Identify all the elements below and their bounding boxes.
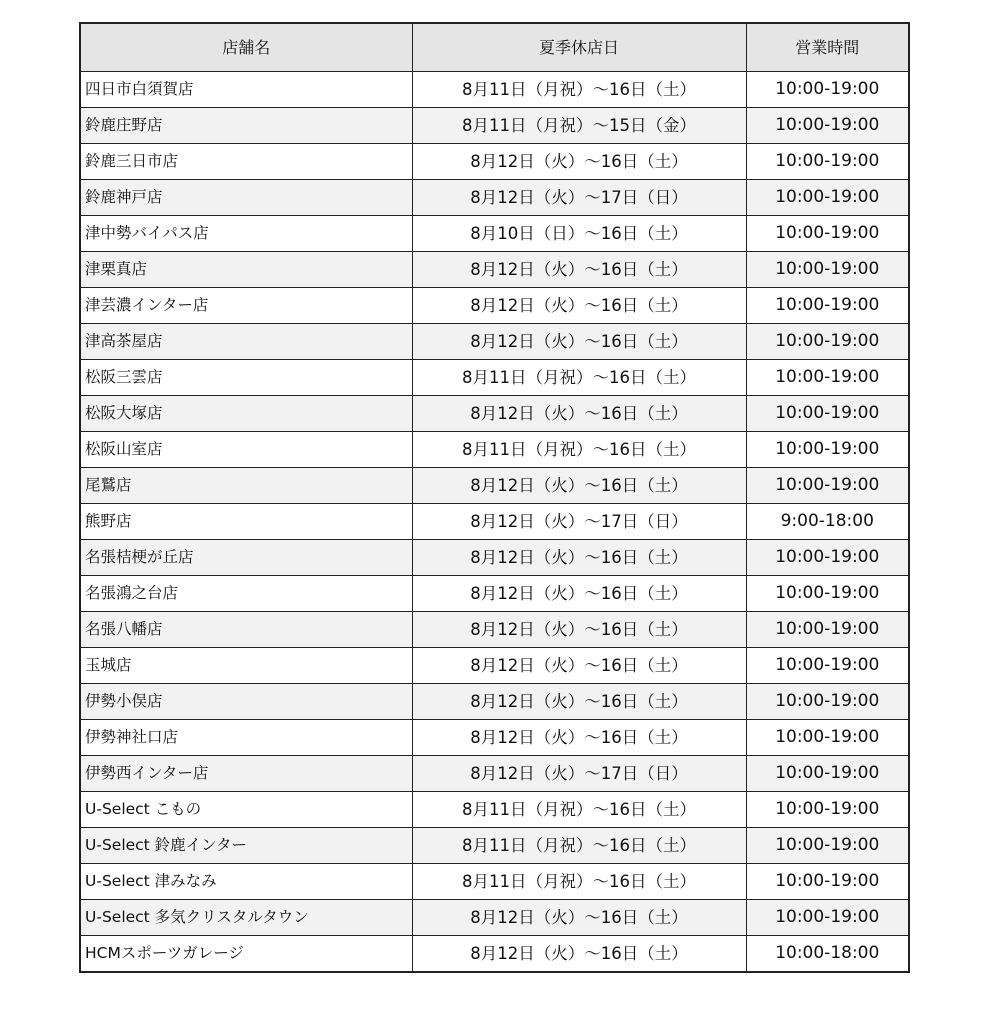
- holiday-cell: 8月12日（火）～16日（土）: [412, 684, 746, 720]
- store-name-cell: U-Select 鈴鹿インター: [80, 828, 412, 864]
- table-row: [80, 324, 909, 360]
- holiday-cell: 8月11日（月祝）～16日（土）: [412, 432, 746, 468]
- store-name-cell: 玉城店: [80, 648, 412, 684]
- store-name-cell: 熊野店: [80, 504, 412, 540]
- store-name-cell: 鈴鹿庄野店: [80, 108, 412, 144]
- holiday-cell: 8月12日（火）～16日（土）: [412, 648, 746, 684]
- store-holiday-table: [79, 22, 910, 973]
- hours-cell: 10:00-19:00: [746, 216, 909, 252]
- store-name-cell: 松阪山室店: [80, 432, 412, 468]
- table-row: [80, 288, 909, 324]
- store-name-cell: U-Select こもの: [80, 792, 412, 828]
- hours-cell: 10:00-19:00: [746, 432, 909, 468]
- table-row: [80, 648, 909, 684]
- hours-cell: 10:00-19:00: [746, 468, 909, 504]
- holiday-cell: 8月12日（火）～16日（土）: [412, 900, 746, 936]
- table-row: [80, 144, 909, 180]
- holiday-cell: 8月12日（火）～16日（土）: [412, 288, 746, 324]
- table-row: [80, 900, 909, 936]
- store-holiday-sheet: [79, 22, 910, 973]
- store-name-cell: 伊勢神社口店: [80, 720, 412, 756]
- hours-cell: 10:00-18:00: [746, 936, 909, 973]
- hours-cell: 10:00-19:00: [746, 288, 909, 324]
- store-name-cell: 名張鴻之台店: [80, 576, 412, 612]
- table-header-row: [80, 23, 909, 72]
- hours-cell: 10:00-19:00: [746, 360, 909, 396]
- holiday-cell: 8月12日（火）～16日（土）: [412, 540, 746, 576]
- table-row: [80, 864, 909, 900]
- holiday-cell: 8月12日（火）～16日（土）: [412, 396, 746, 432]
- store-name-cell: 津芸濃インター店: [80, 288, 412, 324]
- holiday-cell: 8月11日（月祝）～16日（土）: [412, 792, 746, 828]
- table-row: [80, 756, 909, 792]
- store-name-cell: 松阪大塚店: [80, 396, 412, 432]
- table-row: [80, 252, 909, 288]
- holiday-cell: 8月11日（月祝）～15日（金）: [412, 108, 746, 144]
- hours-cell: 10:00-19:00: [746, 576, 909, 612]
- store-name-cell: 津栗真店: [80, 252, 412, 288]
- hours-cell: 10:00-19:00: [746, 540, 909, 576]
- store-name-cell: 名張桔梗が丘店: [80, 540, 412, 576]
- holiday-cell: 8月12日（火）～16日（土）: [412, 252, 746, 288]
- header-business-hours: 営業時間: [746, 23, 909, 72]
- table-row: [80, 720, 909, 756]
- hours-cell: 9:00-18:00: [746, 504, 909, 540]
- table-row: [80, 612, 909, 648]
- table-row: [80, 72, 909, 108]
- table-row: [80, 108, 909, 144]
- hours-cell: 10:00-19:00: [746, 648, 909, 684]
- store-name-cell: HCMスポーツガレージ: [80, 936, 412, 973]
- hours-cell: 10:00-19:00: [746, 720, 909, 756]
- holiday-cell: 8月12日（火）～17日（日）: [412, 180, 746, 216]
- hours-cell: 10:00-19:00: [746, 828, 909, 864]
- hours-cell: 10:00-19:00: [746, 684, 909, 720]
- table-row: [80, 792, 909, 828]
- store-name-cell: 伊勢西インター店: [80, 756, 412, 792]
- store-name-cell: 松阪三雲店: [80, 360, 412, 396]
- store-name-cell: 鈴鹿三日市店: [80, 144, 412, 180]
- holiday-cell: 8月12日（火）～16日（土）: [412, 720, 746, 756]
- holiday-cell: 8月11日（月祝）～16日（土）: [412, 828, 746, 864]
- holiday-cell: 8月12日（火）～16日（土）: [412, 936, 746, 973]
- table-row: [80, 684, 909, 720]
- holiday-cell: 8月11日（月祝）～16日（土）: [412, 864, 746, 900]
- hours-cell: 10:00-19:00: [746, 792, 909, 828]
- store-name-cell: 津中勢バイパス店: [80, 216, 412, 252]
- hours-cell: 10:00-19:00: [746, 864, 909, 900]
- holiday-cell: 8月12日（火）～16日（土）: [412, 612, 746, 648]
- table-row: [80, 576, 909, 612]
- table-row: [80, 360, 909, 396]
- table-row: [80, 828, 909, 864]
- table-row: [80, 468, 909, 504]
- hours-cell: 10:00-19:00: [746, 324, 909, 360]
- table-row: [80, 396, 909, 432]
- hours-cell: 10:00-19:00: [746, 144, 909, 180]
- table-row: [80, 540, 909, 576]
- holiday-cell: 8月12日（火）～16日（土）: [412, 576, 746, 612]
- hours-cell: 10:00-19:00: [746, 252, 909, 288]
- table-row: [80, 432, 909, 468]
- header-summer-holiday: 夏季休店日: [412, 23, 746, 72]
- hours-cell: 10:00-19:00: [746, 180, 909, 216]
- hours-cell: 10:00-19:00: [746, 900, 909, 936]
- holiday-cell: 8月10日（日）～16日（土）: [412, 216, 746, 252]
- store-name-cell: 津高茶屋店: [80, 324, 412, 360]
- table-row: [80, 504, 909, 540]
- holiday-cell: 8月12日（火）～16日（土）: [412, 324, 746, 360]
- holiday-cell: 8月11日（月祝）～16日（土）: [412, 72, 746, 108]
- hours-cell: 10:00-19:00: [746, 612, 909, 648]
- store-name-cell: U-Select 津みなみ: [80, 864, 412, 900]
- holiday-cell: 8月12日（火）～16日（土）: [412, 144, 746, 180]
- store-name-cell: 尾鷲店: [80, 468, 412, 504]
- header-store-name: 店舗名: [80, 23, 412, 72]
- hours-cell: 10:00-19:00: [746, 756, 909, 792]
- hours-cell: 10:00-19:00: [746, 72, 909, 108]
- hours-cell: 10:00-19:00: [746, 108, 909, 144]
- store-name-cell: 四日市白須賀店: [80, 72, 412, 108]
- holiday-cell: 8月12日（火）～17日（日）: [412, 504, 746, 540]
- table-row: [80, 936, 909, 973]
- holiday-cell: 8月12日（火）～16日（土）: [412, 468, 746, 504]
- store-name-cell: U-Select 多気クリスタルタウン: [80, 900, 412, 936]
- table-row: [80, 180, 909, 216]
- table-row: [80, 216, 909, 252]
- store-name-cell: 伊勢小俣店: [80, 684, 412, 720]
- holiday-cell: 8月11日（月祝）～16日（土）: [412, 360, 746, 396]
- hours-cell: 10:00-19:00: [746, 396, 909, 432]
- store-name-cell: 名張八幡店: [80, 612, 412, 648]
- store-name-cell: 鈴鹿神戸店: [80, 180, 412, 216]
- holiday-cell: 8月12日（火）～17日（日）: [412, 756, 746, 792]
